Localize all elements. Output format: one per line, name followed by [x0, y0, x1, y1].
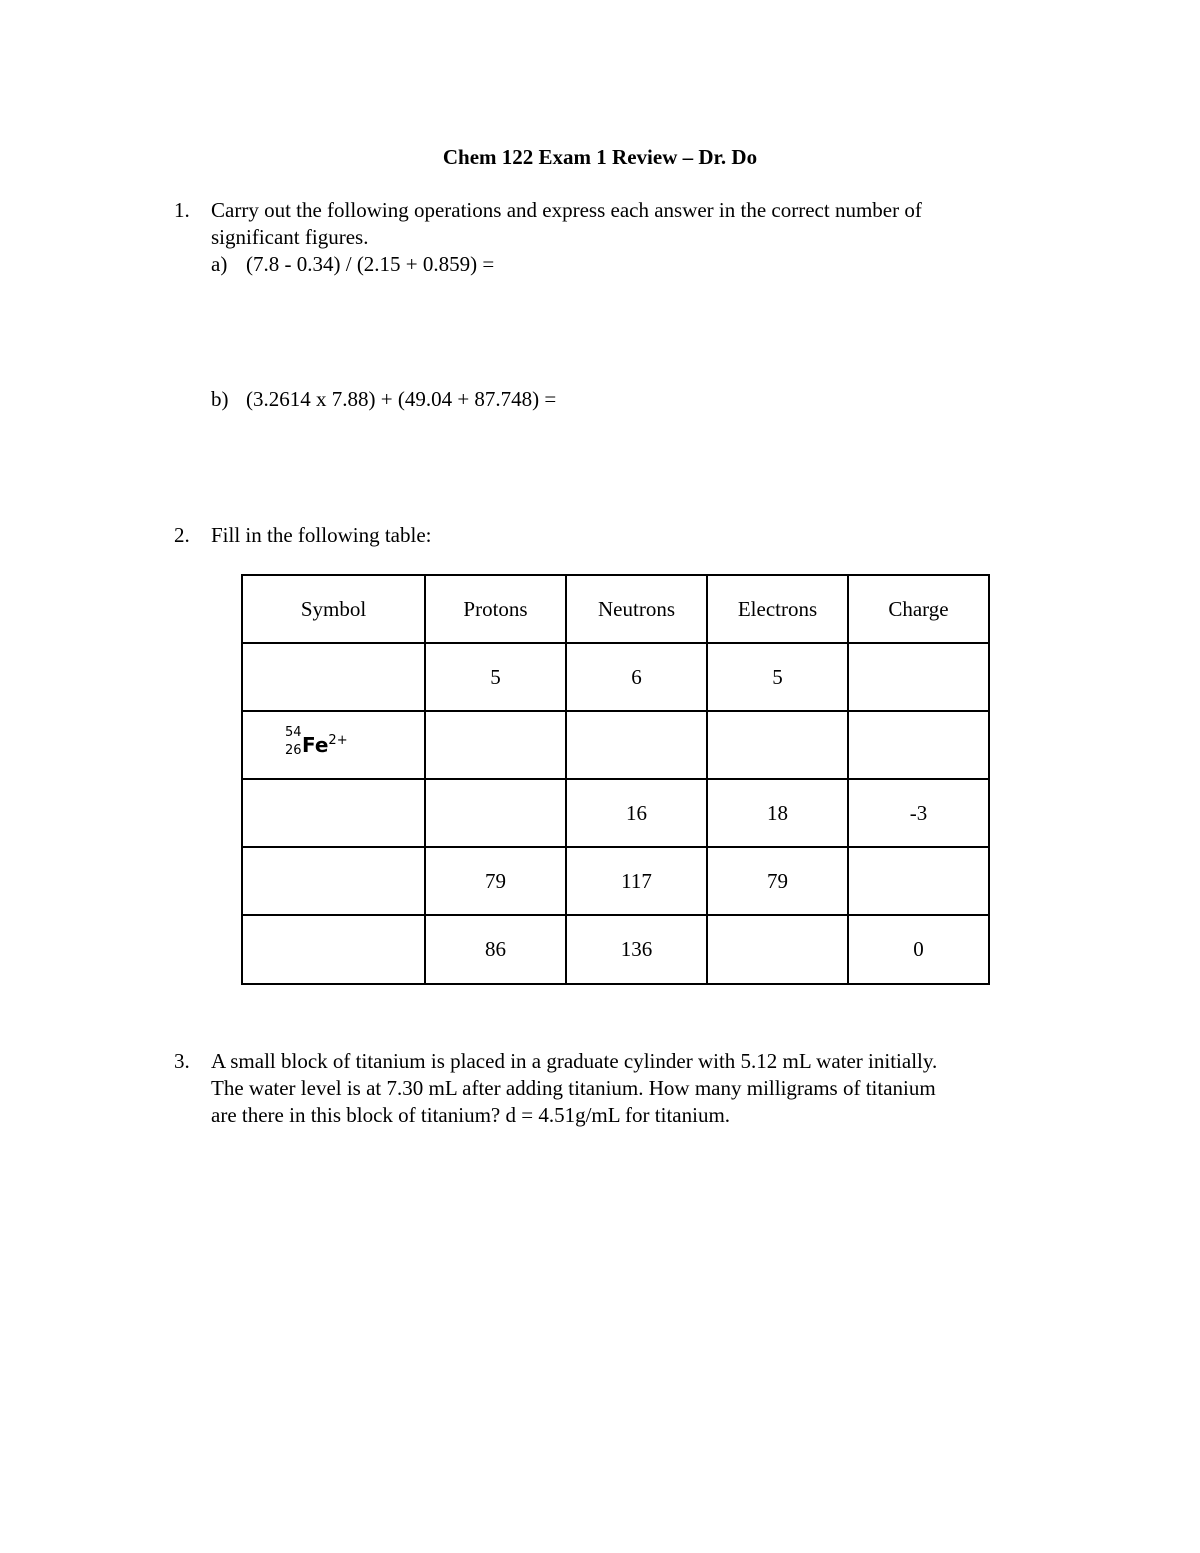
table-cell: 136 [566, 915, 707, 984]
table-row [242, 779, 989, 847]
table-cell [242, 643, 425, 711]
table-row [242, 847, 989, 915]
table-cell [242, 915, 425, 984]
table-header-cell: Neutrons [566, 575, 707, 643]
question-1-text [211, 197, 1051, 251]
question-1b-expression: (3.2614 x 7.88) + (49.04 + 87.748) = [246, 387, 557, 411]
table-header-cell: Protons [425, 575, 566, 643]
table-cell: 5 [425, 643, 566, 711]
mass-number: 54 [285, 724, 302, 740]
table-cell: 79 [425, 847, 566, 915]
ion-charge: 2+ [328, 732, 348, 748]
table-cell: 5 [707, 643, 848, 711]
question-1-line: significant figures. [211, 225, 369, 249]
question-2-number: 2. [174, 523, 190, 547]
table-cell [848, 847, 989, 915]
question-1a-expression: (7.8 - 0.34) / (2.15 + 0.859) = [246, 252, 495, 276]
question-3-line: The water level is at 7.30 mL after adding titanium. How many milligrams of titanium [211, 1076, 936, 1100]
table-header-cell: Electrons [707, 575, 848, 643]
table-cell [425, 779, 566, 847]
table-cell: -3 [848, 779, 989, 847]
nuclide-symbol [285, 724, 348, 758]
question-1-line: Carry out the following operations and express each answer in the correct number of [211, 198, 922, 222]
question-1-number: 1. [174, 198, 190, 222]
table-cell: 117 [566, 847, 707, 915]
question-1b [211, 386, 556, 413]
table-row [242, 915, 989, 984]
table-row [242, 643, 989, 711]
table-header-cell: Symbol [242, 575, 425, 643]
table-cell [848, 711, 989, 779]
table-cell [707, 711, 848, 779]
table-cell [707, 915, 848, 984]
question-3-number: 3. [174, 1049, 190, 1073]
question-2-text: Fill in the following table: [211, 523, 432, 547]
table-header-cell: Charge [848, 575, 989, 643]
atomic-number: 26 [285, 742, 302, 758]
table-cell-fe-symbol [242, 711, 425, 779]
question-3-text [211, 1048, 1051, 1129]
isotope-table [241, 574, 990, 985]
table-header-row [242, 575, 989, 643]
table-cell [242, 779, 425, 847]
table-row [242, 711, 989, 779]
question-1a-label: a) [211, 252, 228, 276]
table-cell [242, 847, 425, 915]
table-cell [425, 711, 566, 779]
question-3-line: A small block of titanium is placed in a graduate cylinder with 5.12 mL water initially. [211, 1049, 938, 1073]
table-cell: 79 [707, 847, 848, 915]
table-cell: 16 [566, 779, 707, 847]
table-cell [566, 711, 707, 779]
element-symbol: Fe [302, 732, 329, 757]
table-cell: 6 [566, 643, 707, 711]
table-cell: 0 [848, 915, 989, 984]
question-1b-label: b) [211, 387, 229, 411]
question-3-line: are there in this block of titanium? d = 4.51g/mL for titanium. [211, 1103, 731, 1127]
table-cell [848, 643, 989, 711]
table-cell: 18 [707, 779, 848, 847]
page-title: Chem 122 Exam 1 Review – Dr. Do [442, 145, 758, 169]
table-cell: 86 [425, 915, 566, 984]
question-1a [211, 251, 494, 278]
